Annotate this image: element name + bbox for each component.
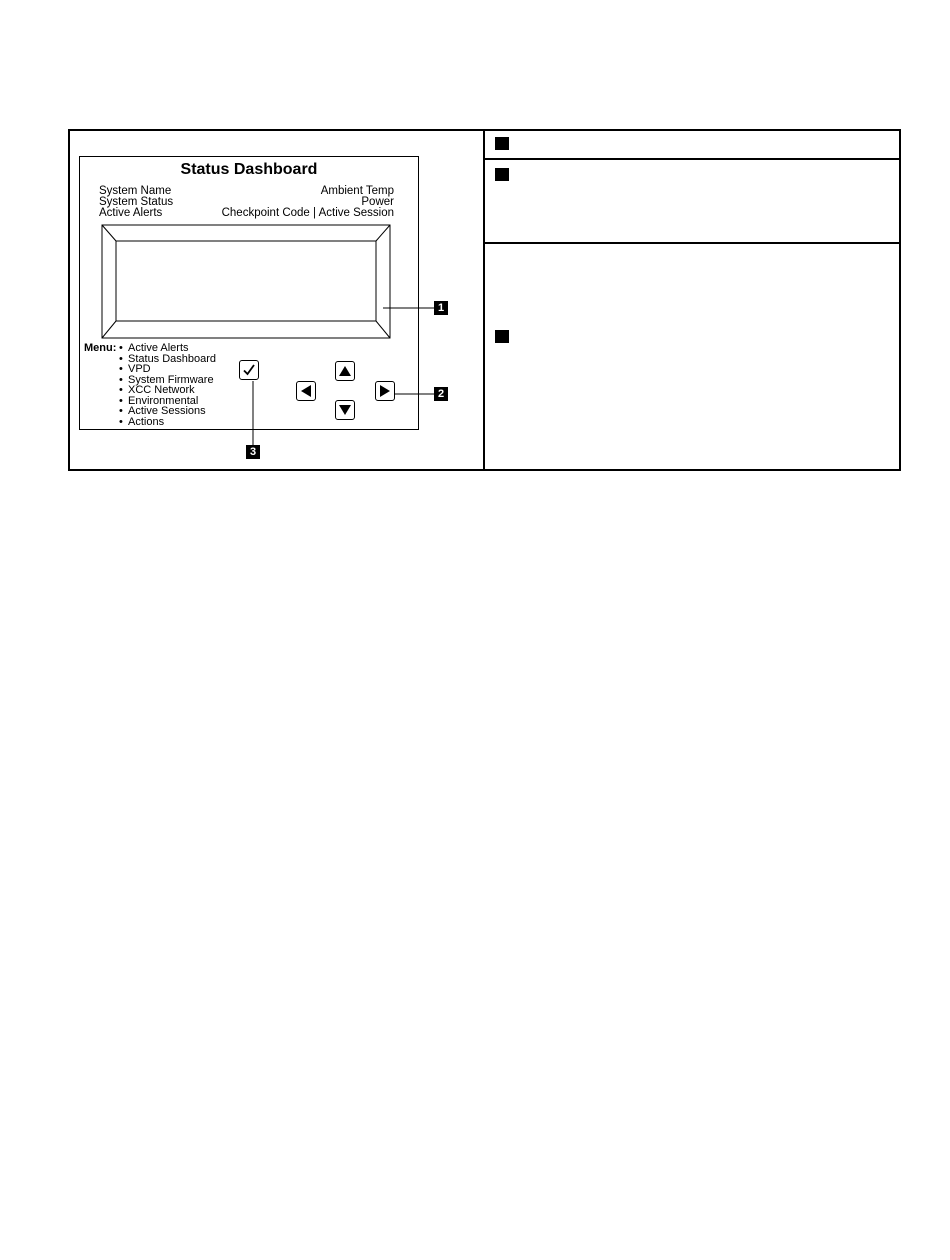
field-checkpoint-code-active-session: Checkpoint Code | Active Session [221,207,394,219]
menu-item: • Actions [119,417,216,428]
left-key-button[interactable] [296,381,316,401]
menu-item: • System Firmware [119,375,216,386]
menu-item: • Environmental [119,396,216,407]
arrow-down-icon [339,405,351,415]
up-key-button[interactable] [335,361,355,381]
bezel-corner-br [376,321,390,338]
right-key-button[interactable] [375,381,395,401]
screen-display [116,241,376,321]
field-active-alerts: Active Alerts [99,207,163,219]
field-power: Power [361,196,394,208]
bezel-corner-bl [102,321,116,338]
callout-1: 1 [434,301,448,315]
menu-item: • VPD [119,364,216,375]
checkmark-icon [242,363,256,377]
callout-3: 3 [246,445,260,459]
arrow-right-icon [380,385,390,397]
field-ambient-temp: Ambient Temp [320,185,394,197]
menu-item: • Status Dashboard [119,354,216,365]
menu-item: • XCC Network [119,385,216,396]
bezel-corner-tr [376,225,390,241]
arrow-left-icon [301,385,311,397]
panel-title: Status Dashboard [180,161,318,178]
bezel-corner-tl [102,225,116,241]
field-system-name: System Name [99,185,172,197]
field-system-status: System Status [99,196,174,208]
menu-item: • Active Sessions [119,406,216,417]
callout-2: 2 [434,387,448,401]
select-key-button[interactable] [239,360,259,380]
down-key-button[interactable] [335,400,355,420]
lcd-screen [102,225,390,338]
menu-label: Menu: [84,342,117,354]
menu-item: • Active Alerts [119,343,216,354]
arrow-up-icon [339,366,351,376]
menu-list [119,343,216,427]
